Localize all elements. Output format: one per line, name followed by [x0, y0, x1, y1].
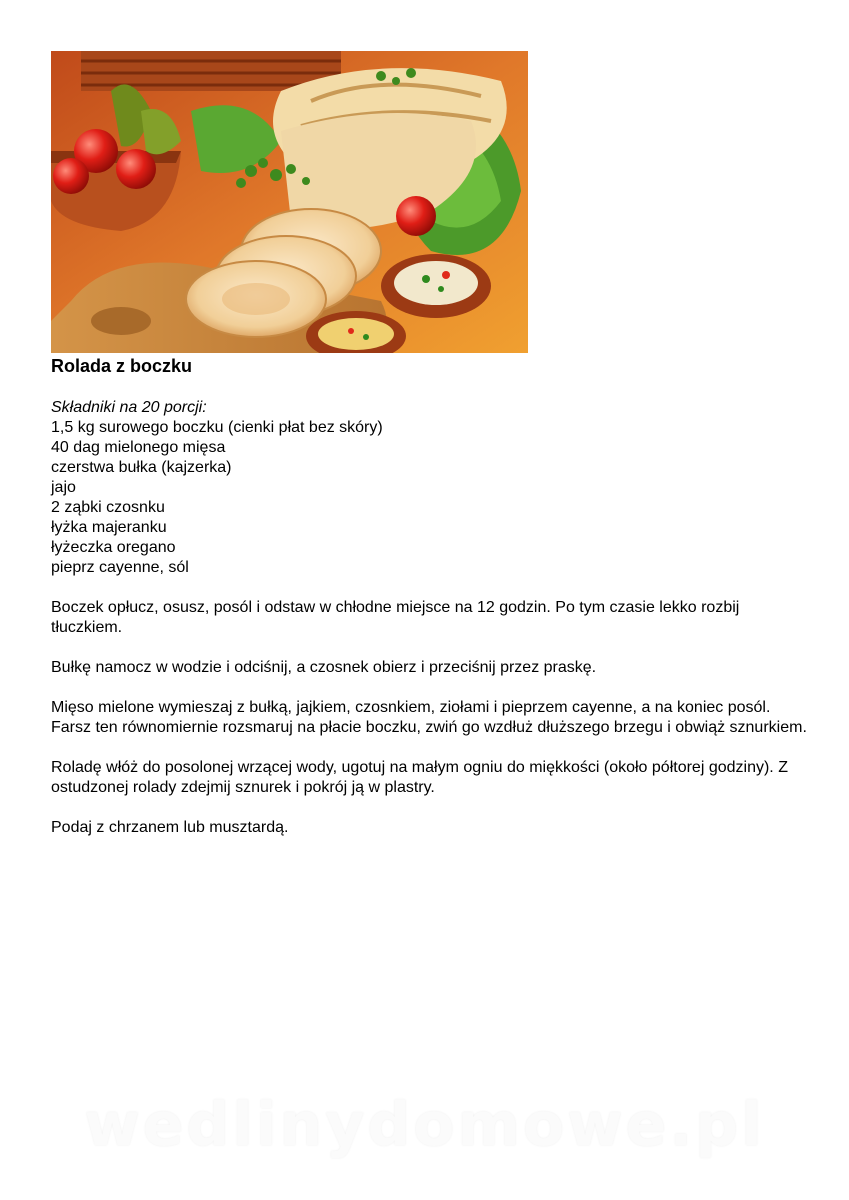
instruction-step: Roladę włóż do posolonej wrzącej wody, ugotuj na małym ogniu do miękkości (około półtorej godziny). Z ostudzonej rolady zdejmij sznurek i pokrój ją w plastry.	[51, 759, 788, 796]
instruction-step: Mięso mielone wymieszaj z bułką, jajkiem, czosnkiem, ziołami i pieprzem cayenne, a na koniec posól. Farsz ten równomiernie rozsmaruj na płacie boczku, zwiń go wzdłuż dłuższego brzegu i obwiąż sznurkiem.	[51, 699, 807, 736]
ingredient-item: 1,5 kg surowego boczku (cienki płat bez skóry)	[51, 419, 383, 436]
instruction-step: Podaj z chrzanem lub musztardą.	[51, 819, 289, 836]
ingredient-item: 2 ząbki czosnku	[51, 499, 165, 516]
ingredients-heading: Składniki na 20 porcji:	[51, 399, 207, 416]
ingredient-item: jajo	[51, 479, 76, 496]
recipe-content	[51, 398, 811, 838]
ingredients-list	[51, 418, 811, 578]
ingredient-item: pieprz cayenne, sól	[51, 559, 189, 576]
instruction-step: Boczek opłucz, osusz, posól i odstaw w chłodne miejsce na 12 godzin. Po tym czasie lekko rozbij tłuczkiem.	[51, 599, 740, 636]
site-watermark: wedlinydomowe.pl	[84, 1090, 765, 1160]
recipe-title: Rolada z boczku	[51, 356, 193, 376]
ingredient-item: 40 dag mielonego mięsa	[51, 439, 226, 456]
instruction-step: Bułkę namocz w wodzie i odciśnij, a czosnek obierz i przeciśnij przez praskę.	[51, 659, 597, 676]
roulade-photo	[51, 51, 528, 353]
ingredient-item: łyżka majeranku	[51, 519, 167, 536]
ingredient-item: czerstwa bułka (kajzerka)	[51, 459, 232, 476]
ingredient-item: łyżeczka oregano	[51, 539, 176, 556]
